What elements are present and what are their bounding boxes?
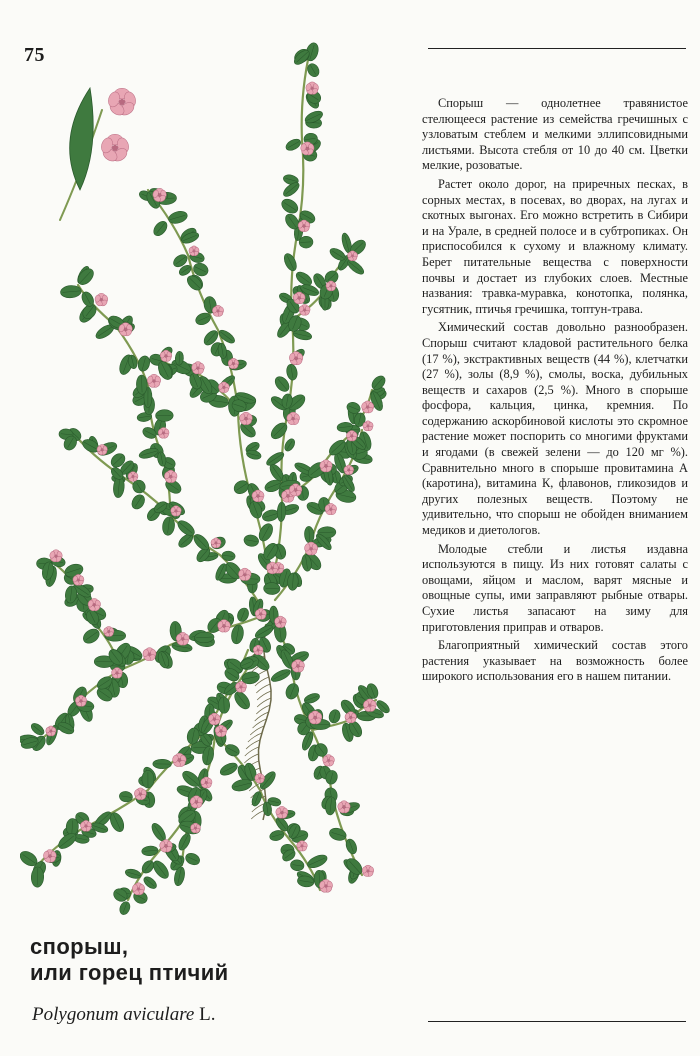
- flower: [157, 428, 169, 440]
- flower: [218, 382, 230, 394]
- plant-illustration: [20, 30, 392, 926]
- bottom-rule: [428, 1021, 686, 1022]
- leaf: [284, 137, 302, 153]
- leaf: [277, 502, 286, 522]
- leaf: [151, 219, 170, 238]
- leaf: [304, 526, 315, 543]
- flower: [235, 681, 248, 693]
- article-paragraph-5: Благоприятный химический состав этого растения указывает на возможность более широкого использования его в нашем питании.: [422, 638, 688, 684]
- title-line-1: спорыш,: [30, 934, 129, 959]
- leaf: [29, 721, 46, 737]
- leaf: [283, 437, 297, 453]
- flower: [361, 401, 375, 414]
- flower: [286, 412, 300, 426]
- leaf: [282, 252, 299, 273]
- article-paragraph-1: Спорыш — однолетнее травянистое стелющееся растение из семейства гречишных с узловатым стеблем и мелкими эллипсовидными листьями. Высота стебля от 10 до 40 см. Цветки мелкие, розоватые.: [422, 96, 688, 173]
- page-number: 75: [24, 44, 45, 66]
- leaf: [279, 196, 300, 216]
- sprig-leaf: [70, 88, 94, 190]
- article-paragraph-3: Химический состав довольно разнообразен. Спорыш считают кладовой растительного белка (17 %), экстрактивных веществ (44 %), клетчатки (27 %), золы (8,9 %), смолы, воска, дубильных веществ и сахаров (2,5 %). Много в спорыше фосфора, кальция, цинка, кремния. По содержанию аскорбиновой кислоты это скромное растение может поспорить со многими фруктами и ягодами (в свежей зелени — до 120 мг %). Сравнительно много в спорыше провитамина А (каротина), витамина К, флавонов, гликозидов и других полезных веществ. Поэтому не удивительно, что спорыш не обойден вниманием медиков и диетологов.: [422, 320, 688, 538]
- leaf: [328, 708, 342, 724]
- flower: [319, 879, 334, 893]
- leaf: [184, 851, 202, 867]
- article-paragraph-2: Растет около дорог, на приречных песках, в сорных местах, в посевах, во дворах, на лугах и скотных выгонах. Его можно встретить в Сибири и на Урале, в средней полосе и в субтропиках. Он приспособился к сухому и влажному климату. Берет питательные вещества с поверхности почвы и достает из глубоких слоев. Местные названия: травка-муравка, конотопка, полянка, гусятник, птичья гречишка, топтун-трава.: [422, 176, 688, 316]
- leaf: [138, 446, 159, 460]
- latin-author: L.: [199, 1004, 216, 1025]
- leaf: [60, 285, 82, 299]
- flower: [172, 753, 187, 768]
- sprig-flower-bottom: [100, 134, 131, 163]
- latin-genus-species: Polygonum aviculare: [32, 1004, 195, 1025]
- flower: [322, 755, 335, 768]
- article-paragraph-4: Молодые стебли и листья издавна используются в пищу. Из них готовят салаты с овощами, яйцом и маслом, варят мясные и овощные супы, ими заправляют рыбные отвары. Сухие листья запасают на зиму для приготовления приправ и отваров.: [422, 541, 688, 634]
- latin-name: [32, 1004, 215, 1026]
- flower: [362, 421, 374, 432]
- flower: [217, 620, 231, 634]
- leaf: [217, 343, 228, 360]
- flower: [324, 503, 337, 515]
- leaf: [142, 770, 154, 788]
- flower: [118, 323, 133, 338]
- leaf: [151, 858, 172, 881]
- leaf: [345, 258, 366, 277]
- leaf: [218, 761, 239, 778]
- leaf: [218, 697, 230, 714]
- article-text: [422, 96, 688, 688]
- flower: [212, 305, 225, 317]
- rootlet: [244, 754, 258, 763]
- plant-title: [30, 934, 410, 986]
- title-line-2: или горец птичий: [30, 960, 229, 985]
- leaf: [156, 410, 174, 422]
- leaf: [176, 832, 192, 852]
- leaf: [243, 534, 259, 548]
- flower: [288, 351, 303, 366]
- rootlet: [256, 684, 270, 693]
- leaf: [290, 859, 305, 872]
- flower: [361, 865, 374, 877]
- leaf: [31, 867, 44, 888]
- leaf: [118, 900, 132, 916]
- top-rule: [428, 48, 686, 49]
- leaf: [129, 492, 147, 511]
- leaf: [285, 363, 298, 381]
- sprig-flower-top: [107, 88, 138, 117]
- flower: [94, 293, 108, 307]
- leaf: [153, 759, 172, 769]
- leaf: [270, 667, 292, 684]
- leaf: [136, 355, 151, 373]
